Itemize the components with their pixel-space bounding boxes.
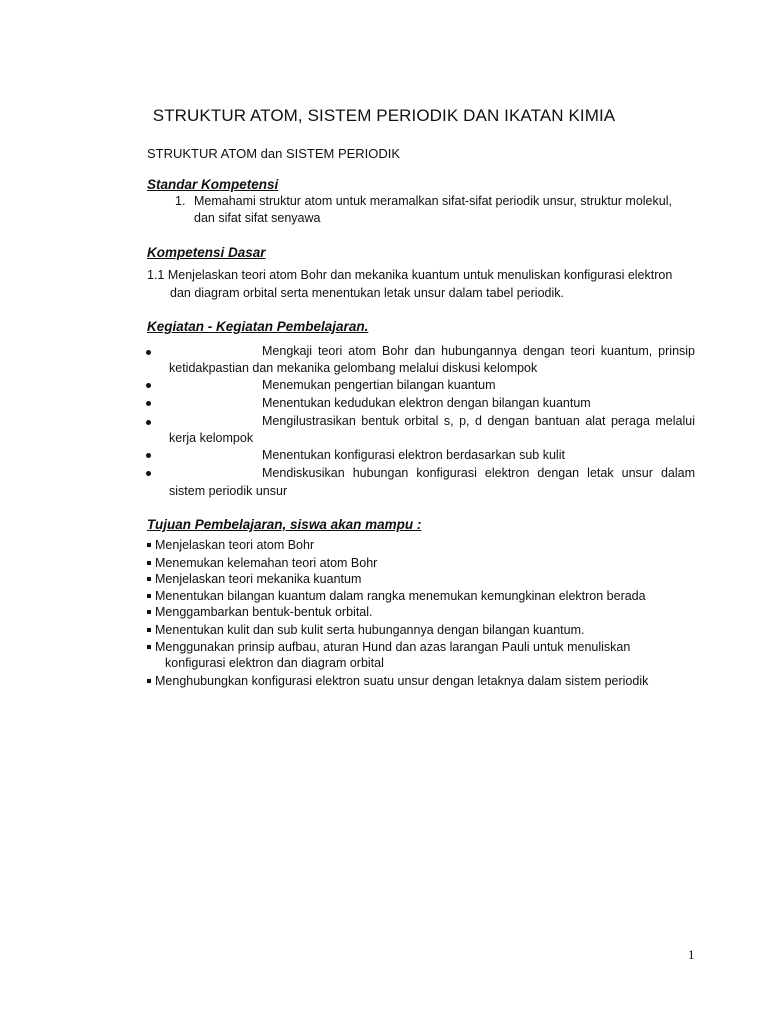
page-number: 1 — [688, 947, 695, 962]
square-bullet-icon — [147, 610, 151, 614]
tujuan-item: Menentukan kulit dan sub kulit serta hubungannya dengan bilangan kuantum. — [147, 623, 584, 637]
kegiatan-item-5: Menentukan konfigurasi elektron berdasarkan sub kulit — [262, 448, 565, 462]
bullet-icon — [146, 453, 151, 458]
bullet-icon — [146, 471, 151, 476]
standar-item-line1: Memahami struktur atom untuk meramalkan sifat-sifat periodik unsur, struktur molekul, — [194, 194, 672, 208]
section-subtitle: STRUKTUR ATOM dan SISTEM PERIODIK — [147, 146, 401, 161]
kegiatan-item-4-line1: Mengilustrasikan bentuk orbital s, p, d dengan bantuan alat peraga melalui — [262, 414, 695, 428]
kegiatan-heading: Kegiatan - Kegiatan Pembelajaran. — [147, 319, 369, 334]
square-bullet-icon — [147, 561, 151, 565]
bullet-icon — [146, 401, 151, 406]
bullet-icon — [146, 420, 151, 425]
kegiatan-item-1-line1: Mengkaji teori atom Bohr dan hubungannya dengan teori kuantum, prinsip — [262, 344, 695, 358]
tujuan-item-continuation: konfigurasi elektron dan diagram orbital — [165, 656, 384, 670]
kegiatan-item-1-line2: ketidakpastian dan mekanika gelombang melalui diskusi kelompok — [169, 361, 538, 375]
tujuan-item: Menemukan kelemahan teori atom Bohr — [147, 556, 377, 570]
kompetensi-dasar-line2: dan diagram orbital serta menentukan letak unsur dalam tabel periodik. — [170, 286, 564, 300]
bullet-icon — [146, 383, 151, 388]
square-bullet-icon — [147, 679, 151, 683]
tujuan-item: Menentukan bilangan kuantum dalam rangka menemukan kemungkinan elektron berada — [147, 589, 646, 603]
standar-item-number: 1. — [175, 194, 186, 208]
square-bullet-icon — [147, 645, 151, 649]
tujuan-item: Menjelaskan teori atom Bohr — [147, 538, 314, 552]
kompetensi-dasar-line1: 1.1 Menjelaskan teori atom Bohr dan mekanika kuantum untuk menuliskan konfigurasi elektron — [147, 268, 673, 282]
square-bullet-icon — [147, 628, 151, 632]
kegiatan-item-6-line2: sistem periodik unsur — [169, 484, 288, 498]
kegiatan-item-2: Menemukan pengertian bilangan kuantum — [262, 378, 496, 392]
document-title: STRUKTUR ATOM, SISTEM PERIODIK DAN IKATAN KIMIA — [152, 106, 616, 125]
kompetensi-dasar-heading: Kompetensi Dasar — [147, 245, 266, 260]
kegiatan-item-3: Menentukan kedudukan elektron dengan bilangan kuantum — [262, 396, 591, 410]
square-bullet-icon — [147, 543, 151, 547]
standar-kompetensi-heading: Standar Kompetensi — [147, 177, 279, 192]
tujuan-item: Menggambarkan bentuk-bentuk orbital. — [147, 605, 373, 619]
kegiatan-item-6-line1: Mendiskusikan hubungan konfigurasi elektron dengan letak unsur dalam — [262, 466, 695, 480]
square-bullet-icon — [147, 577, 151, 581]
standar-item-line2: dan sifat sifat senyawa — [194, 211, 321, 225]
kegiatan-item-4-line2: kerja kelompok — [169, 431, 254, 445]
tujuan-item: Menjelaskan teori mekanika kuantum — [147, 572, 361, 586]
square-bullet-icon — [147, 594, 151, 598]
bullet-icon — [146, 350, 151, 355]
tujuan-item: Menghubungkan konfigurasi elektron suatu unsur dengan letaknya dalam sistem periodik — [147, 674, 648, 688]
tujuan-item: Menggunakan prinsip aufbau, aturan Hund dan azas larangan Pauli untuk menuliskan — [147, 640, 630, 654]
tujuan-heading: Tujuan Pembelajaran, siswa akan mampu : — [147, 517, 422, 532]
